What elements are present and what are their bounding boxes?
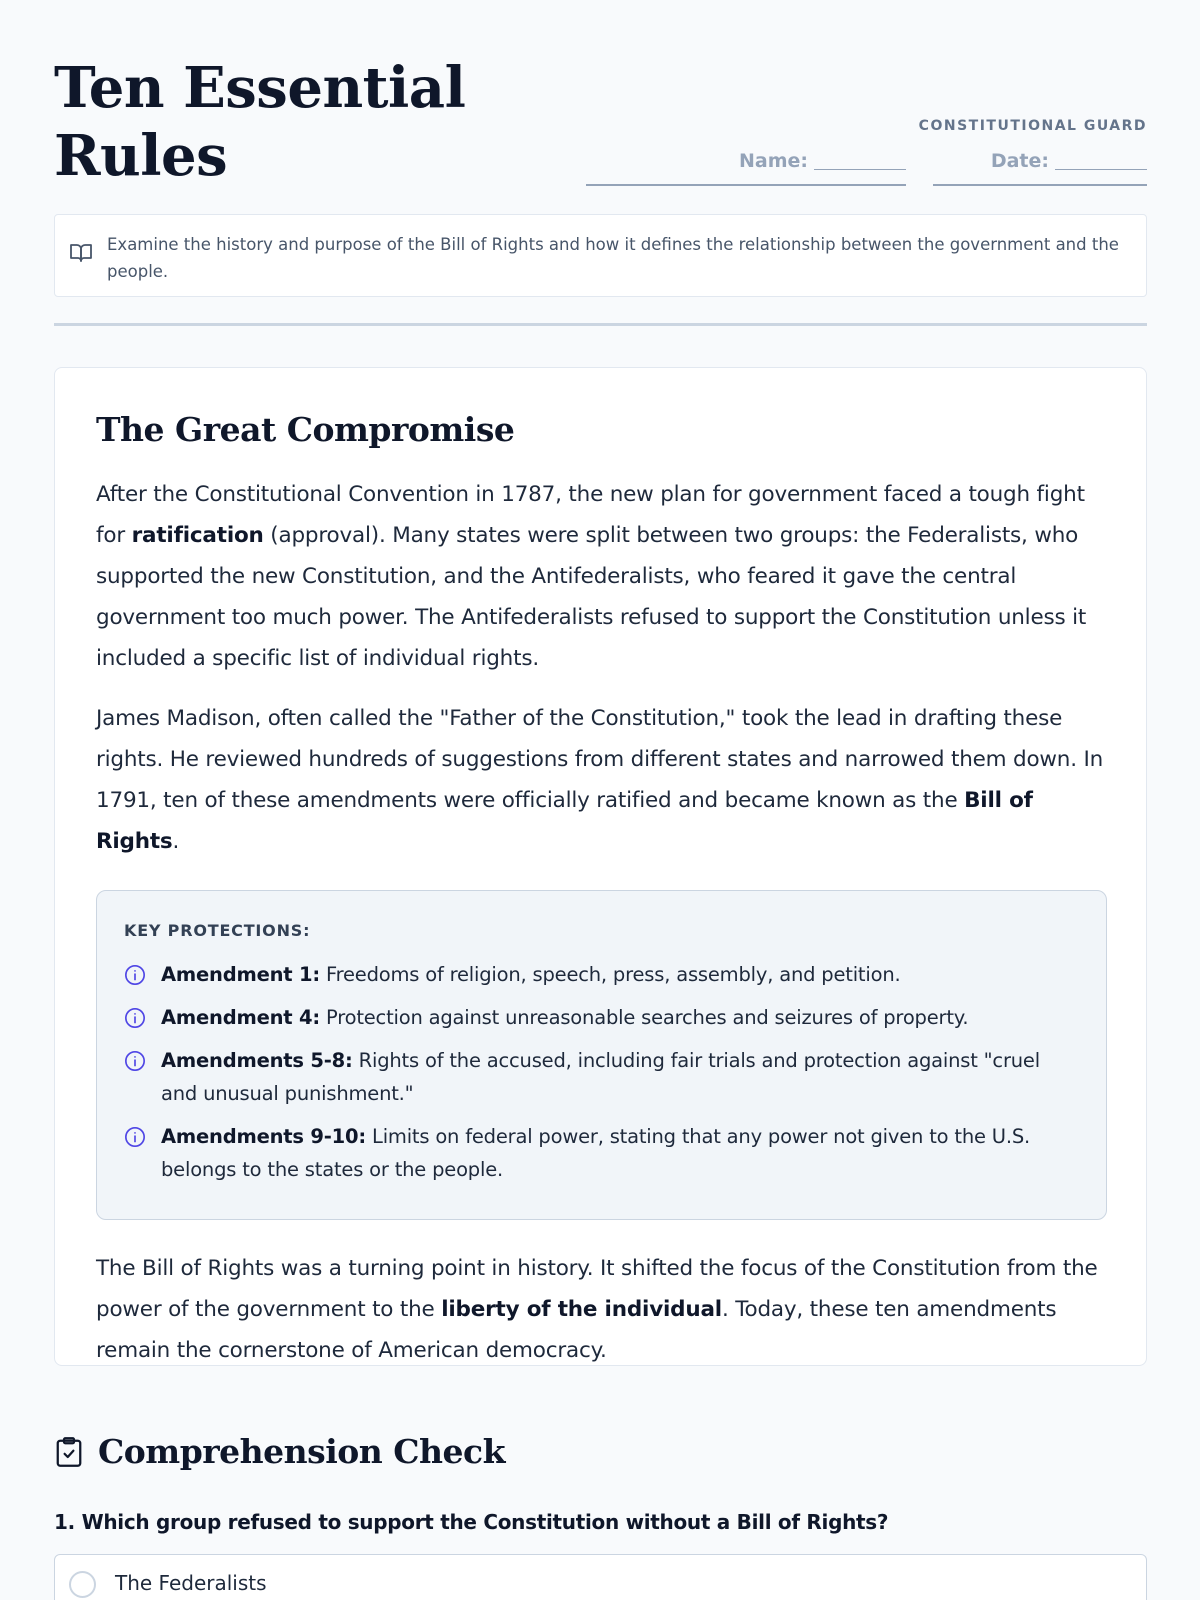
info-icon <box>124 1126 146 1148</box>
amendment-label: Amendments 9-10: <box>161 1125 367 1148</box>
article-paragraph-3 <box>96 1248 1105 1371</box>
comprehension-header <box>54 1432 505 1471</box>
answer-option-federalists[interactable] <box>54 1554 1147 1600</box>
p3-bold-term: liberty of the individual <box>441 1297 722 1322</box>
amendment-text: Protection against unreasonable searches and seizures of property. <box>319 1006 969 1029</box>
header-divider <box>54 323 1147 326</box>
p1-text-c: (approval). Many states were split between two groups: the Federalists, who supported the new Constitution, and the Antifederalists, who feared it gave the central government too much power. The Antifederalists refused to support the Constitution unless it included a specific list of individual rights. <box>96 523 1087 671</box>
option-label: The Federalists <box>115 1571 267 1595</box>
amendment-text: Freedoms of religion, speech, press, assembly, and petition. <box>319 963 901 986</box>
list-item <box>124 1001 1079 1034</box>
intro-text: Examine the history and purpose of the Bill of Rights and how it defines the relationship between the government and the people. <box>107 235 1119 281</box>
amendment-label: Amendment 1: <box>161 963 320 986</box>
comprehension-heading: Comprehension Check <box>98 1432 505 1471</box>
amendment-text: Limits on federal power, stating that any power not given to the U.S. belongs to the states or the people. <box>161 1125 1031 1181</box>
open-book-icon <box>67 241 95 265</box>
p3-text-c: . Today, these ten amendments remain the cornerstone of American democracy. <box>96 1297 1057 1363</box>
key-protections-list <box>124 958 1079 1186</box>
question-1: 1. Which group refused to support the Constitution without a Bill of Rights? <box>54 1510 889 1534</box>
article-card <box>54 367 1147 1366</box>
amendment-text: Rights of the accused, including fair trials and protection against "cruel and unusual punishment." <box>161 1049 1040 1105</box>
article-heading: The Great Compromise <box>96 410 515 449</box>
worksheet-header <box>54 0 1147 200</box>
p2-text-c: . <box>172 829 180 854</box>
date-label: Date: <box>990 150 1049 172</box>
date-blank[interactable] <box>1055 150 1147 170</box>
info-icon <box>124 964 146 986</box>
list-item <box>124 1120 1079 1186</box>
intro-callout <box>54 214 1147 297</box>
article-paragraph-1 <box>96 474 1105 679</box>
name-label: Name: <box>738 150 808 172</box>
date-field[interactable] <box>933 146 1147 186</box>
page-title: Ten Essential Rules <box>54 55 466 189</box>
info-icon <box>124 1007 146 1029</box>
p1-text-a: After the Constitutional Convention in 1787, the new plan for government faced a tough fight for <box>96 482 1085 548</box>
list-item <box>124 958 1079 991</box>
p3-text-a: The Bill of Rights was a turning point in history. It shifted the focus of the Constitution from the power of the government to the <box>96 1256 1098 1322</box>
radio-button[interactable] <box>69 1571 96 1598</box>
p2-bold-term: Bill of Rights <box>96 788 1033 854</box>
p2-text-a: James Madison, often called the "Father of the Constitution," took the lead in drafting these rights. He reviewed hundreds of suggestions from different states and narrowed them down. In 1791, ten of these amendments were officially ratified and became known as the <box>96 706 1104 813</box>
organization-label: CONSTITUTIONAL GUARD <box>918 118 1147 134</box>
article-paragraph-2 <box>96 698 1105 862</box>
key-protections-box <box>96 890 1107 1220</box>
amendment-label: Amendment 4: <box>161 1006 320 1029</box>
list-item <box>124 1044 1079 1110</box>
name-field[interactable] <box>586 146 906 186</box>
name-blank[interactable] <box>814 150 906 170</box>
info-icon <box>124 1050 146 1072</box>
amendment-label: Amendments 5-8: <box>161 1049 353 1072</box>
worksheet-page <box>54 0 1147 1595</box>
key-protections-title: KEY PROTECTIONS: <box>124 921 311 940</box>
student-fields <box>586 146 1147 186</box>
p1-bold-term: ratification <box>131 523 264 548</box>
clipboard-check-icon <box>54 1435 84 1469</box>
